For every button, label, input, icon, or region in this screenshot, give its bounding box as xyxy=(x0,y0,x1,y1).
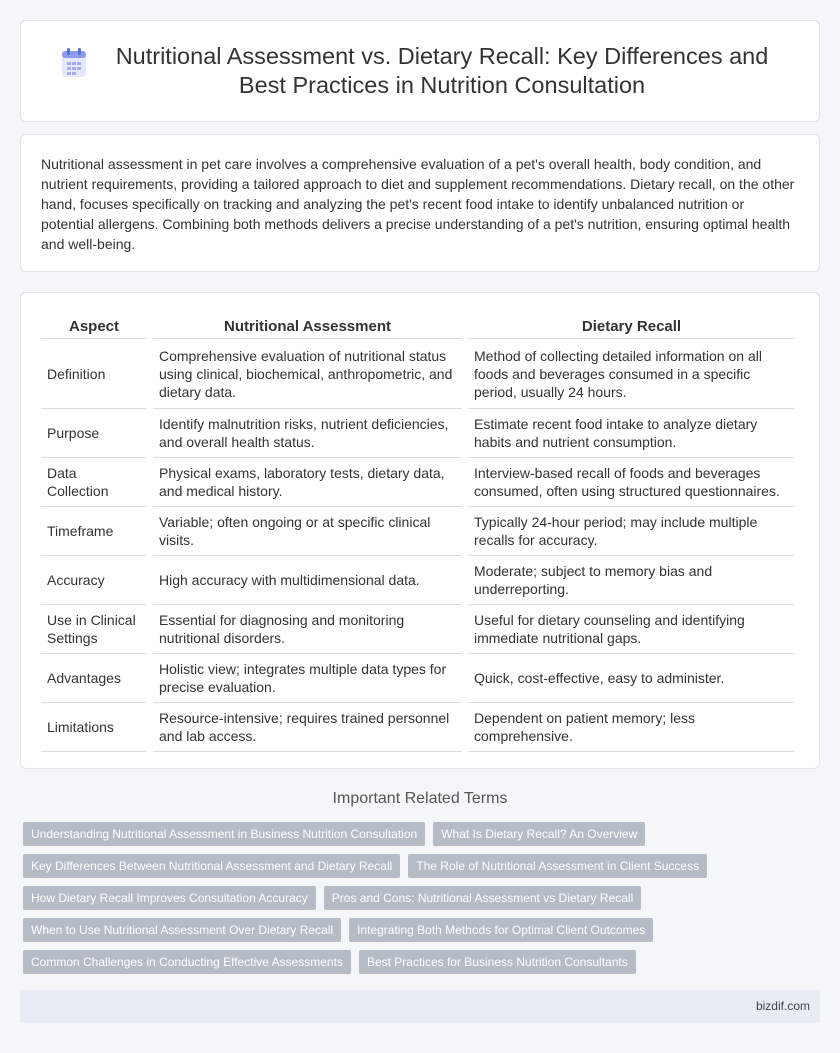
row-nutritional-assessment: Resource-intensive; requires trained personnel and lab access. xyxy=(153,703,462,752)
row-aspect: Timeframe xyxy=(41,507,147,556)
document-icon xyxy=(61,48,87,78)
related-term-tag[interactable]: When to Use Nutritional Assessment Over Dietary Recall xyxy=(23,918,341,942)
page-title: Nutritional Assessment vs. Dietary Recall: Key Differences and Best Practices in Nutrition Consultation xyxy=(115,43,769,98)
related-term-tag[interactable]: Common Challenges in Conducting Effective Assessments xyxy=(23,950,351,974)
row-nutritional-assessment: Essential for diagnosing and monitoring nutritional disorders. xyxy=(153,605,462,654)
header-aspect: Aspect xyxy=(41,313,147,339)
table-row xyxy=(41,605,795,654)
table-row xyxy=(41,409,795,458)
related-term-tag[interactable]: Best Practices for Business Nutrition Consultants xyxy=(359,950,636,974)
row-aspect: Accuracy xyxy=(41,556,147,605)
row-aspect: Definition xyxy=(41,339,147,409)
row-nutritional-assessment: Holistic view; integrates multiple data types for precise evaluation. xyxy=(153,654,462,703)
header-card xyxy=(20,20,820,122)
related-terms-title: Important Related Terms xyxy=(332,790,508,807)
row-aspect: Purpose xyxy=(41,409,147,458)
related-term-tag[interactable]: How Dietary Recall Improves Consultation Accuracy xyxy=(23,886,316,910)
header-nutritional-assessment: Nutritional Assessment xyxy=(153,313,462,339)
table-row xyxy=(41,654,795,703)
table-row xyxy=(41,458,795,507)
row-aspect: Advantages xyxy=(41,654,147,703)
row-dietary-recall: Dependent on patient memory; less comprehensive. xyxy=(468,703,795,752)
row-dietary-recall: Quick, cost-effective, easy to administer. xyxy=(468,654,795,703)
related-term-tag[interactable]: Understanding Nutritional Assessment in Business Nutrition Consultation xyxy=(23,822,425,846)
related-terms-list xyxy=(23,822,823,982)
row-nutritional-assessment: Variable; often ongoing or at specific clinical visits. xyxy=(153,507,462,556)
footer xyxy=(20,990,820,1023)
related-term-tag[interactable]: Pros and Cons: Nutritional Assessment vs Dietary Recall xyxy=(324,886,641,910)
header-dietary-recall: Dietary Recall xyxy=(468,313,795,339)
row-aspect: Data Collection xyxy=(41,458,147,507)
related-term-tag[interactable]: Integrating Both Methods for Optimal Client Outcomes xyxy=(349,918,653,942)
row-nutritional-assessment: High accuracy with multidimensional data. xyxy=(153,556,462,605)
related-term-tag[interactable]: Key Differences Between Nutritional Assessment and Dietary Recall xyxy=(23,854,400,878)
related-term-tag[interactable]: What Is Dietary Recall? An Overview xyxy=(433,822,645,846)
comparison-table xyxy=(35,313,801,752)
row-dietary-recall: Typically 24-hour period; may include multiple recalls for accuracy. xyxy=(468,507,795,556)
row-dietary-recall: Estimate recent food intake to analyze dietary habits and nutrient consumption. xyxy=(468,409,795,458)
table-row xyxy=(41,339,795,409)
comparison-card xyxy=(20,292,820,769)
row-dietary-recall: Interview-based recall of foods and beverages consumed, often using structured questionnaires. xyxy=(468,458,795,507)
footer-brand-link[interactable]: bizdif.com xyxy=(755,999,810,1013)
row-aspect: Use in Clinical Settings xyxy=(41,605,147,654)
intro-text: Nutritional assessment in pet care involves a comprehensive evaluation of a pet's overall health, body condition, and nutrient requirements, providing a tailored approach to diet and supplement recommendations. Dietary recall, on the other hand, focuses specifically on tracking and analyzing the pet's recent food intake to identify unbalanced nutrition or potential allergens. Combining both methods delivers a precise understanding of a pet's nutrition, ensuring optimal health and well-being. xyxy=(41,156,795,252)
row-dietary-recall: Moderate; subject to memory bias and underreporting. xyxy=(468,556,795,605)
intro-card xyxy=(20,134,820,272)
row-dietary-recall: Useful for dietary counseling and identifying immediate nutritional gaps. xyxy=(468,605,795,654)
table-row xyxy=(41,507,795,556)
row-nutritional-assessment: Physical exams, laboratory tests, dietary data, and medical history. xyxy=(153,458,462,507)
table-row xyxy=(41,556,795,605)
row-aspect: Limitations xyxy=(41,703,147,752)
row-nutritional-assessment: Comprehensive evaluation of nutritional status using clinical, biochemical, anthropometric, and dietary data. xyxy=(153,339,462,409)
row-dietary-recall: Method of collecting detailed information on all foods and beverages consumed in a specific period, usually 24 hours. xyxy=(468,339,795,409)
related-term-tag[interactable]: The Role of Nutritional Assessment in Client Success xyxy=(408,854,707,878)
row-nutritional-assessment: Identify malnutrition risks, nutrient deficiencies, and overall health status. xyxy=(153,409,462,458)
table-row xyxy=(41,703,795,752)
